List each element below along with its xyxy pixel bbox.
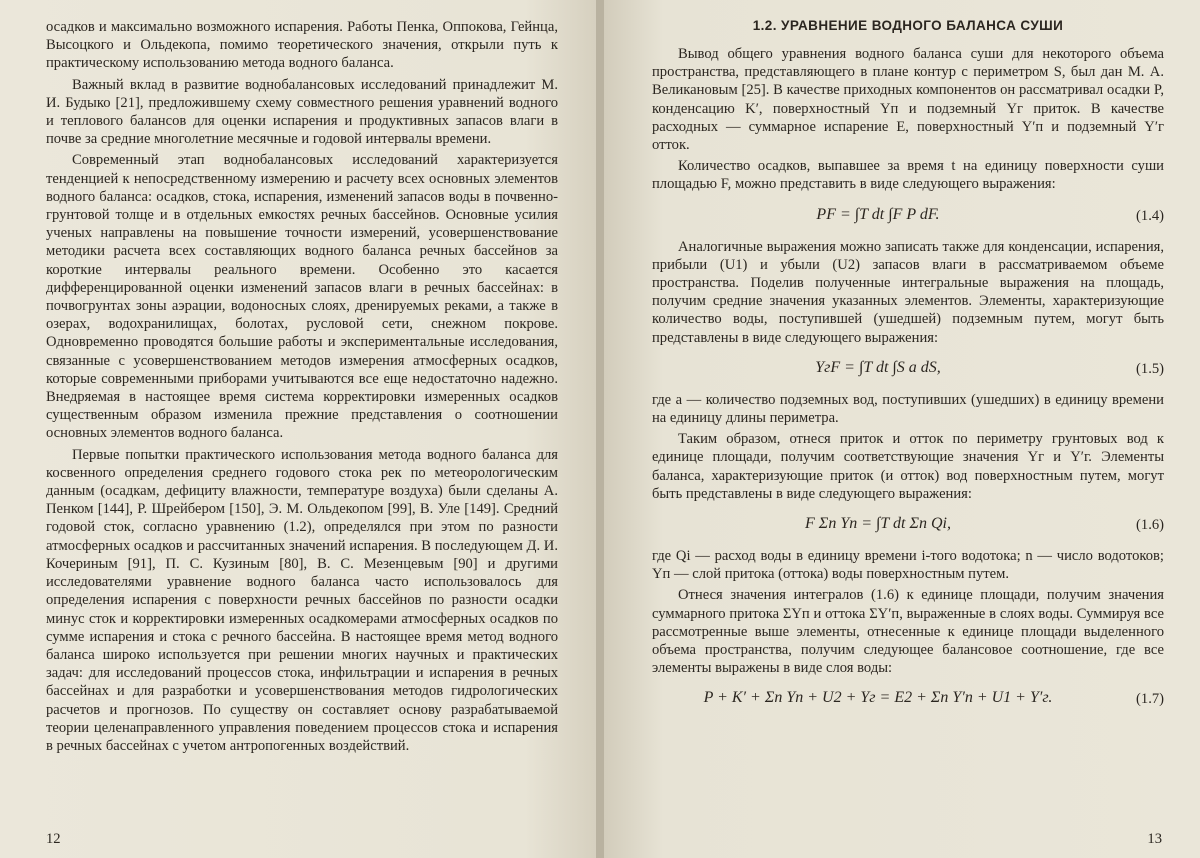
equation-formula: YгF = ∫T dt ∫S a dS, bbox=[815, 358, 941, 376]
equation-number: (1.6) bbox=[1136, 517, 1164, 534]
equation-formula: PF = ∫T dt ∫F P dF. bbox=[816, 205, 940, 223]
right-text-column bbox=[652, 18, 1164, 721]
book-gutter bbox=[596, 0, 604, 858]
equation-number: (1.4) bbox=[1136, 207, 1164, 224]
equation-formula: P + K′ + Σn Yп + U2 + Yг = E2 + Σn Y′п + U1 + Y′г. bbox=[703, 689, 1053, 707]
equation-1-6 bbox=[652, 503, 1164, 547]
right-paragraph-1: Вывод общего уравнения водного баланса суши для некоторого объема пространства, представляющего в плане контур с периметром S, был дан М. А. Великановым [25]. В качестве приходных компонентов он рассматривал осадки P, конденсацию K′, поверхностный Yп и подземный Yг приток. В качестве расходных — суммарное испарение E, поверхностный Y′п и подземный Y′г отток. bbox=[652, 46, 1164, 154]
section-title: 1.2. УРАВНЕНИЕ ВОДНОГО БАЛАНСА СУШИ bbox=[752, 18, 1064, 33]
page-number-right: 13 bbox=[1147, 831, 1162, 847]
right-page bbox=[604, 0, 1200, 858]
page-number-left: 12 bbox=[46, 831, 61, 847]
left-paragraph-2: Важный вклад в развитие воднобалансовых исследований принадлежит М. И. Будыко [21], предложившему схему совместного решения уравнений водного и теплового балансов для оценки испарения и продуктивных запасов влаги в почве за средние многолетние месячные и годовой интервалы времени. bbox=[46, 76, 558, 148]
right-paragraph-5: Таким образом, отнеся приток и отток по периметру грунтовых вод к единице площади, получим соответствующие значения Yг и Y′г. Элементы баланса, характеризующие приток (и отток) вод поверхностным путем, могут быть представлены в виде следующего выражения: bbox=[652, 431, 1164, 502]
right-paragraph-3: Аналогичные выражения можно записать также для конденсации, испарения, прибыли (U1) и убыли (U2) запасов влаги в рассматриваемом объеме пространства. Поделив полученные интегральные выражения на площадь, получим средние значения указанных элементов. Элементы, характеризующие количество воды, поступившей (ушедшей) подземным путем, могут быть представлены в виде следующего выражения: bbox=[652, 238, 1164, 346]
left-page bbox=[0, 0, 596, 858]
left-paragraph-4: Первые попытки практического использования метода водного баланса для косвенного определения среднего годового стока рек по метеорологическим данным (осадкам, дефициту влажности, температуре воздуха) были сделаны А. Пенком [144], Р. Шрейбером [150], Э. М. Ольдекопом [99], В. Уле [149]. Средний годовой сток, согласно уравнению (1.2), определялся при этом по разности атмосферных осадков и рассчитанных значений испарения. В последующем Д. И. Кочериным [91], П. С. Кузиным [80], В. С. Мезенцевым [90] и другими исследователями уравнение водного баланса часто использовалось для определения испарения с поверхности речных бассейнов по разности осадки минус сток и корректировки измеренных осадкомерами атмосферных осадков по сумме испарения и стока с речного бассейна. В настоящее время метод водного баланса широко используется при решении многих научных и практических задач: для исследований процессов стока, инфильтрации и испарения в речных бассейнах и для разработки и усовершенствования методов гидрологических расчетов и прогнозов. По существу он составляет основу разрабатываемой теории целенаправленного управления поведением процессов стока и испарения в речных бассейнах с учетом антропогенных воздействий. bbox=[46, 446, 558, 754]
equation-1-5 bbox=[652, 347, 1164, 391]
equation-1-4 bbox=[652, 194, 1164, 238]
right-paragraph-4: где a — количество подземных вод, поступивших (ушедших) в единицу времени на единицу длины периметра. bbox=[652, 391, 1164, 427]
right-paragraph-7: Отнеся значения интегралов (1.6) к единице площади, получим значения суммарного притока ΣYп и оттока ΣY′п, выраженные в слоях воды. Суммируя все рассмотренные выше элементы, отнесенные к единице площади выделенного объема пространства, получим следующее балансовое соотношение, где все элементы выражены в виде слоя воды: bbox=[652, 587, 1164, 677]
equation-number: (1.5) bbox=[1136, 360, 1164, 377]
right-paragraph-6: где Qi — расход воды в единицу времени i-того водотока; n — число водотоков; Yп — слой притока (оттока) воды поверхностным путем. bbox=[652, 548, 1164, 583]
left-text-column bbox=[46, 18, 558, 755]
left-paragraph-1: осадков и максимально возможного испарения. Работы Пенка, Оппокова, Гейнца, Высоцкого и Ольдекопа, помимо теоретического значения, открыли путь к практическому использованию метода водного баланса. bbox=[46, 19, 558, 72]
left-paragraph-3: Современный этап воднобалансовых исследований характеризуется тенденцией к непосредственному измерению и расчету всех основных элементов водного баланса: осадков, стока, испарения, изменений запасов воды в почвенно-грунтовой толще и в отдельных емкостях речных бассейнов. Основные усилия ученых направлены на повышение точности измерений, усовершенствование методики расчета всех составляющих водного баланса речных бассейнов за короткие интервалы реального времени. Особенно это касается дифференцированной оценки изменений запасов влаги в речных бассейнах: в почвогрунтах зоны аэрации, водоносных слоях, дренируемых реками, а также в озерах, водохранилищах, болотах, русловой сети, снежном покрове. Одновременно проводятся большие работы и экспериментальные исследования, связанные с усовершенствованием методов измерения атмосферных осадков, которые современными приборами учитываются все еще недостаточно надежно. Внедряемая в настоящее время система корректировки измеренных осадков существенным образом изменила прежние представления о соотношении основных элементов водного баланса. bbox=[46, 152, 558, 442]
equation-1-7 bbox=[652, 677, 1164, 721]
equation-formula: F Σn Yп = ∫T dt Σn Qi, bbox=[805, 515, 951, 533]
right-paragraph-2: Количество осадков, выпавшее за время t на единицу поверхности суши площадью F, можно представить в виде следующего выражения: bbox=[652, 158, 1164, 193]
equation-number: (1.7) bbox=[1136, 691, 1164, 708]
